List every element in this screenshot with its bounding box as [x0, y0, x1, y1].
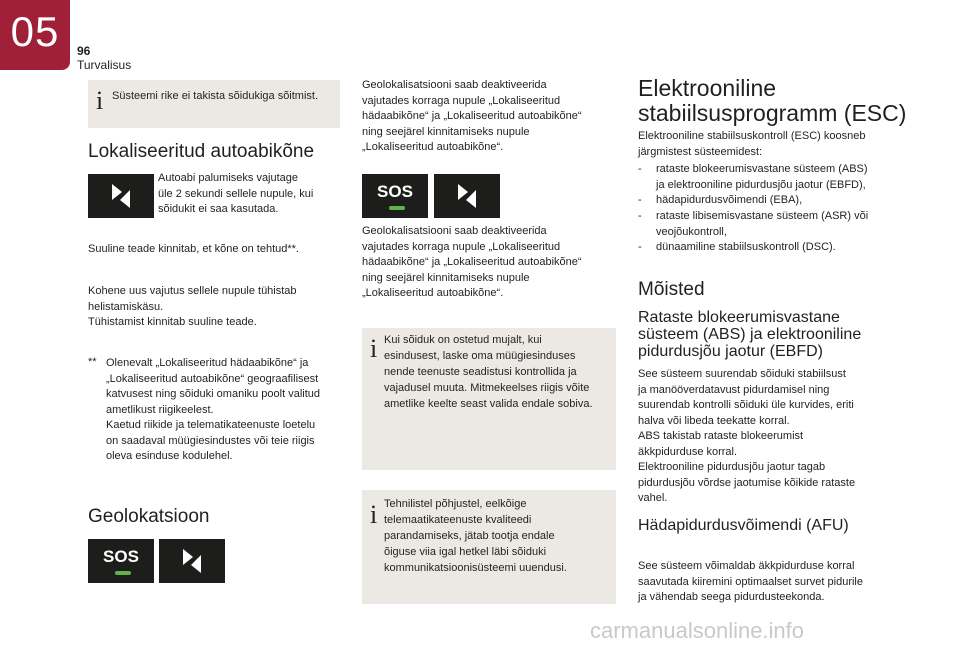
text-line: hädapidurdusvõimendi (EBA), [656, 194, 803, 206]
text-line: on saadaval müügiesindustes või teie riigis [106, 434, 315, 447]
text-line: ning seejärel kinnitamiseks nupule [362, 271, 530, 284]
text-line: halva või libeda teekatte korral. [638, 414, 790, 427]
sos-led-indicator [115, 571, 131, 575]
sos-button-image [88, 539, 154, 583]
text-line: vahel. [638, 492, 668, 504]
text-line: saavutada kiiremini optimaalset survet pidurile [638, 575, 863, 588]
text-line: suurendab kontrolli sõiduki üle kurvides, eriti [638, 399, 854, 411]
text-line: Kaetud riikide ja telematikateenuste loetelu [106, 419, 316, 431]
list-item-text [656, 209, 868, 240]
title-line: stabiilsusprogramm (ESC) [638, 100, 907, 126]
assistance-intro [158, 171, 340, 218]
text-line: kommunikatsioonisüsteemi uuendusi. [384, 562, 567, 574]
text-line: Geolokalisatsiooni saab deaktiveerida [362, 79, 547, 91]
list-item [638, 162, 908, 194]
ds-logo-icon [88, 174, 154, 218]
title-line: Elektrooniline [638, 75, 777, 101]
geolocation-deactivate-text-2 [362, 224, 616, 302]
text-line: äkkpidurduse korral. [638, 445, 738, 458]
text-line: ja vähendab seega pidurdusteekonda. [638, 591, 825, 603]
info-note [88, 80, 340, 128]
text-line: vajadusel muuta. Mitmekeelses riigis võite [384, 382, 590, 394]
text-line: õiguse viia igal hetkel läbi sõiduki [384, 546, 547, 558]
info-icon: i [96, 86, 104, 115]
text-line: „Lokaliseeritud autoabikõne“. [362, 141, 504, 153]
afu-text [638, 559, 908, 606]
assistance-button-image [434, 174, 500, 218]
text-line: Autoabi palumiseks vajutage [158, 172, 299, 184]
info-icon: i [370, 500, 378, 529]
sos-label: SOS [103, 547, 139, 566]
sos-button-image [362, 174, 428, 218]
text-line: ABS takistab rataste blokeerumist [638, 430, 804, 442]
text-line: telemaatikateenuste kvaliteedi [384, 514, 532, 526]
title-line: Rataste blokeerumisvastane [638, 309, 840, 326]
text-line: ametlike keelte seast valida endale sobiva. [384, 398, 593, 410]
list-dash: - [638, 241, 642, 253]
text-line: rataste libisemisvastane süsteem (ASR) või [656, 210, 869, 222]
list-dash: - [638, 210, 642, 222]
text-line: See süsteem võimaldab äkkpidurduse korral [638, 560, 855, 572]
esc-intro [638, 129, 898, 160]
info-note [362, 490, 616, 604]
text-line: hädaabikõne“ ja „Lokaliseeritud autoabikõne“ [362, 256, 582, 268]
afu-title: Hädapidurdusvõimendi (AFU) [638, 517, 849, 534]
call-confirm-text: Suuline teade kinnitab, et kõne on tehtud**. [88, 243, 299, 255]
watermark: carmanualsonline.info [590, 618, 805, 643]
sos-label: SOS [377, 182, 413, 201]
text-line: esindusest, laske oma müügiesinduses [384, 350, 576, 362]
text-line: Kohene uus vajutus sellele nupule tühistab [88, 285, 297, 297]
text-line: Olenevalt „Lokaliseeritud hädaabikõne“ ja [106, 357, 309, 369]
abs-text [638, 367, 908, 507]
text-line: parandamiseks, jätab tootja endale [384, 530, 555, 542]
text-line: helistamiskäsu. [88, 300, 164, 313]
text-line: ametlikust riigikeelest. [106, 403, 214, 416]
section-title-roadside-call: Lokaliseeritud autoabikõne [88, 141, 315, 162]
text-line: Geolokalisatsiooni saab deaktiveerida [362, 225, 547, 237]
sos-led-indicator [389, 206, 405, 210]
text-line: Elektrooniline pidurdusjõu jaotur tagab [638, 461, 826, 473]
list-item [638, 193, 908, 209]
list-item-text [656, 162, 868, 193]
text-line: Kui sõiduk on ostetud mujalt, kui [384, 334, 542, 346]
list-item-text [656, 240, 836, 256]
text-line: pidurdusjõu võrdse jaotumise kõikide rataste [638, 476, 856, 489]
note-text: Süsteemi rike ei takista sõidukiga sõitmist. [112, 90, 319, 102]
esc-title [638, 76, 938, 126]
ds-logo-icon [434, 174, 500, 218]
list-dash: - [638, 163, 642, 175]
text-line: hädaabikõne“ ja „Lokaliseeritud autoabikõne“ [362, 110, 582, 122]
text-line: ja manööverdatavust pidurdamisel ning [638, 383, 830, 396]
list-item-text [656, 193, 802, 209]
text-line: järgmistest süsteemidest: [638, 145, 763, 158]
text-line: Elektrooniline stabiilsuskontroll (ESC) koosneb [638, 130, 866, 142]
text-line: „Lokaliseeritud autoabikõne“ geograafilisest [106, 372, 319, 385]
title-line: süsteem (ABS) ja elektrooniline [638, 326, 862, 343]
text-line: rataste blokeerumisvastane süsteem (ABS) [656, 163, 868, 175]
section-title-geolocation: Geolokatsioon [88, 506, 210, 527]
text-line: vajutades korraga nupule „Lokaliseeritud [362, 94, 561, 107]
text-line: Tehnilistel põhjustel, eelkõige [384, 498, 527, 510]
list-dash: - [638, 194, 642, 206]
text-line: sõidukit ei saa kasutada. [158, 203, 279, 215]
list-item [638, 209, 908, 241]
note-text [384, 496, 614, 576]
text-line: üle 2 sekundi sellele nupule, kui [158, 187, 314, 200]
footnote-mark: ** [88, 356, 97, 368]
text-line: ning seejärel kinnitamiseks nupule [362, 125, 530, 138]
title-line: pidurdusjõu jaotur (EBFD) [638, 343, 823, 360]
assistance-button-image [159, 539, 225, 583]
text-line: vajutades korraga nupule „Lokaliseeritud [362, 240, 561, 253]
text-line: See süsteem suurendab sõiduki stabiilsust [638, 368, 846, 380]
geolocation-deactivate-text [362, 78, 616, 156]
terms-title: Mõisted [638, 279, 705, 300]
note-text [384, 332, 614, 412]
text-line: ja elektrooniline pidurdusjõu jaotur (EBFD), [656, 178, 866, 191]
assistance-button-image [88, 174, 154, 218]
text-line: dünaamiline stabiilsuskontroll (DSC). [656, 241, 836, 253]
abs-title [638, 309, 918, 360]
ds-logo-icon [159, 539, 225, 583]
page-number: 96 [77, 44, 91, 58]
info-note [362, 328, 616, 470]
cancel-text [88, 284, 348, 331]
text-line: katvusest ning sõiduki omaniku poolt valitud [106, 388, 321, 400]
text-line: Tühistamist kinnitab suuline teade. [88, 316, 257, 328]
footnote [106, 356, 346, 465]
text-line: oleva esinduse kodulehel. [106, 450, 233, 462]
section-name: Turvalisus [77, 58, 132, 72]
chapter-tab [0, 0, 70, 70]
chapter-number: 05 [10, 8, 60, 55]
text-line: „Lokaliseeritud autoabikõne“. [362, 287, 504, 299]
text-line: nende teenuste seadistusi kontrollida ja [384, 366, 577, 378]
info-icon: i [370, 334, 378, 363]
text-line: veojõukontroll, [656, 225, 727, 238]
list-item [638, 240, 908, 256]
